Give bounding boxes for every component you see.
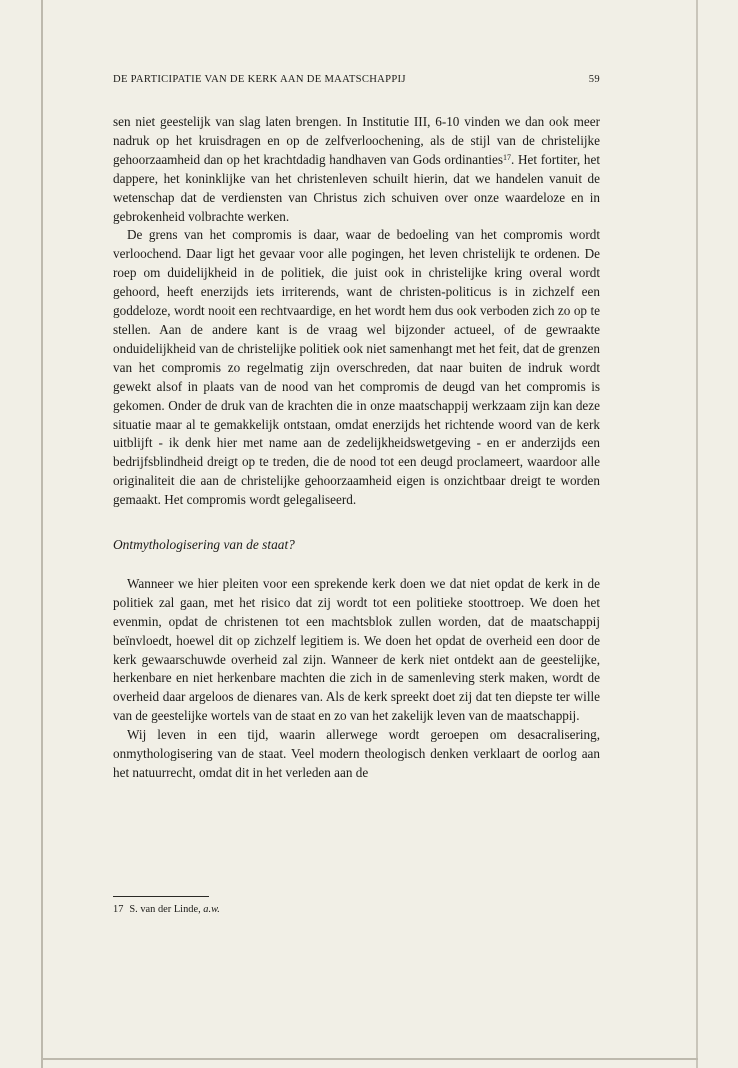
paragraph-3: Wanneer we hier pleiten voor een sprekende kerk doen we dat niet opdat de kerk in de politiek zal gaan, met het risico dat zij wordt tot een politieke stoottroep. We doen het evenmin, opdat de christenen tot een machtsblok zullen worden, dat de maatschappij beïnvloedt, hoewel dit op zichzelf legitiem is. We doen het opdat de overheid een door de kerk gewaarschuwde overheid zal zijn. Wanneer de kerk niet ontdekt aan de geestelijke, herkenbare en niet herkenbare machten die zich in de samenleving sterk maken, wordt de overheid daar argeloos de dienares van. Als de kerk spreekt doet zij dat ten diepste ter wille van de geestelijke wortels van de staat en zo van het zakelijk leven van de maatschappij. xyxy=(113,575,600,724)
paragraph-1-text-cont: . Het fortiter, het dappere, het koninklijke van het christenleven schuilt hierin, dat we handelen vanuit de wetenschap dat de verdiensten van Christus zich schuiven over onze waardeloze en in gebrokenheid volbrachte werken. xyxy=(113,151,600,224)
footnote-number: 17 xyxy=(113,904,124,915)
footnote-text: S. van der Linde, xyxy=(129,904,201,915)
running-header xyxy=(113,74,600,85)
paragraph-1 xyxy=(113,113,600,226)
scan-border-right xyxy=(696,0,698,1068)
paragraph-2: De grens van het compromis is daar, waar de bedoeling van het compromis wordt verloochend. Daar ligt het gevaar voor alle pogingen, het leven christelijk te ordenen. De roep om duidelijkheid in de politiek, die juist ook in christelijke kring overal wordt gehoord, heeft enerzijds iets irriterends, want de christen-politicus is in zichzelf een goddeloze, wordt nooit een rechtvaardige, en het wordt hem dus ook verboden zich zo op te stellen. Aan de andere kant is de vraag wel bijzonder actueel, of de gewraakte onduidelijkheid van de christelijke politiek ook niet samenhangt met het feit, dat de grenzen van het compromis zo regelmatig zijn overschreden, dat naar buiten de indruk wordt gewekt alsof in plaats van de nood van het compromis de deugd van het compromis is gekomen. Onder de druk van de krachten die in onze maatschappij werkzaam zijn kan deze situatie maar al te gemakkelijk ontstaan, omdat enerzijds het richtende woord van de kerk uitblijft - ik denk hier met name aan de zedelijkheidswetgeving - en er anderzijds een bedrijfsblindheid dreigt op te treden, die de nood tot een deugd proclameert, waardoor alle originaliteit die aan de christelijke gehoorzaamheid eigen is onzichtbaar dreigt te worden gemaakt. Het compromis wordt gelegaliseerd. xyxy=(113,227,600,508)
footnote xyxy=(113,904,600,915)
section-heading: Ontmythologisering van de staat? xyxy=(113,537,295,553)
running-title: DE PARTICIPATIE VAN DE KERK AAN DE MAATSCHAPPIJ xyxy=(113,74,406,85)
scan-border-left xyxy=(41,0,43,1068)
paragraph-4: Wij leven in een tijd, waarin allerwege wordt geroepen om desacralisering, onmythologisering van de staat. Veel modern theologisch denken verklaart de oorlog aan het natuurrecht, omdat dit in het verleden aan de xyxy=(113,727,600,780)
body-text xyxy=(113,113,600,783)
footnote-reference: 17 xyxy=(503,152,512,162)
paragraph-1-text: sen niet geestelijk van slag laten brengen. In Institutie III, 6-10 vinden we dan ook meer nadruk op het kruisdragen en op de zelfverloochening, als de stijl van de christelijke gehoorzaamheid dan op het krachtdadig handhaven van Gods ordinanties xyxy=(113,114,600,167)
page-number: 59 xyxy=(588,74,600,85)
footnote-abbreviation: a.w. xyxy=(203,904,220,915)
footnote-rule xyxy=(113,896,209,897)
scan-border-bottom xyxy=(41,1058,698,1060)
